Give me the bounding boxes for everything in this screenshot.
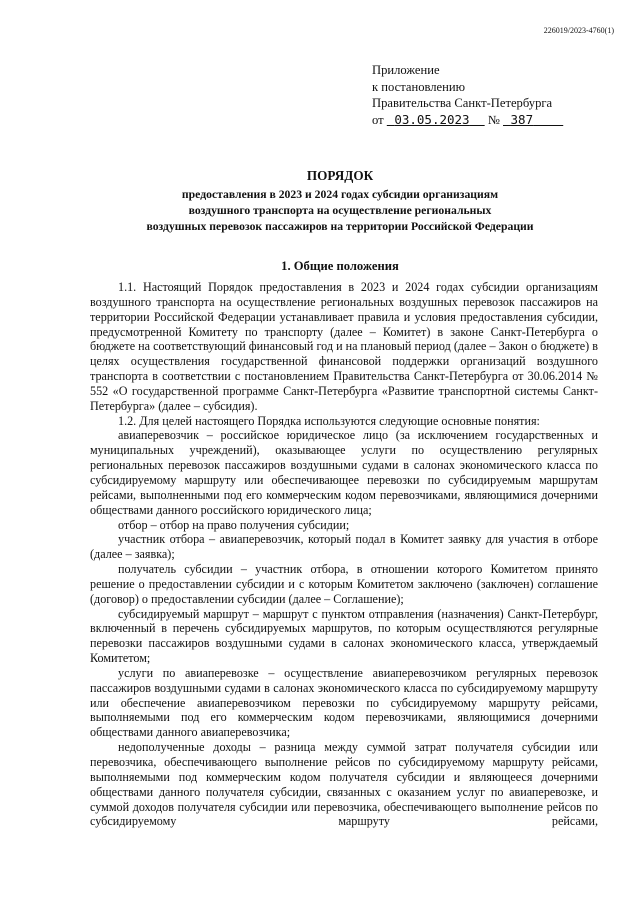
number-prefix: № <box>487 112 500 127</box>
date-prefix: от <box>372 112 384 127</box>
document-number: 226019/2023-4760(1) <box>543 26 614 35</box>
appendix-line-1: Приложение <box>372 63 440 77</box>
paragraph: услуги по авиаперевозке – осуществление авиаперевозчиком регулярных перевозок пассажиров воздушными судами в салонах экономического класса по субсидируемому маршруту или обеспечение авиаперевозчиком перевозки по субсидируемому маршруту рейсами, выполняемыми под его коммерческим кодом перевозчиками, являющимися дочерними обществами данного авиаперевозчика; <box>90 665 598 740</box>
paragraph: получатель субсидии – участник отбора, в отношении которого Комитетом принято решение о предоставлении субсидии и с которым Комитетом заключено (заключен) соглашение (договор) о предоставлении субсидии (далее – Соглашение); <box>90 562 598 606</box>
appendix-line-3: Правительства Санкт-Петербурга <box>372 96 553 110</box>
paragraph: участник отбора – авиаперевозчик, который подал в Комитет заявку для участия в отборе (далее – заявка); <box>90 532 598 562</box>
decree-date: 03.05.2023 <box>394 111 470 127</box>
paragraph: авиаперевозчик – российское юридическое лицо (за исключением государственных и муниципальных учреждений), оказывающее услуги по осуществлению регулярных региональных перевозок пассажиров воздушными судами в салонах экономического класса по субсидируемому маршруту или обеспечивающее перевозки по субсидируемым маршрутам рейсами, выполненными под его коммерческим кодом перевозчиками, являющимися дочерними обществами данного российского юридического лица; <box>90 428 598 517</box>
document-subtitle <box>80 187 600 234</box>
document-body <box>90 280 598 829</box>
paragraph: отбор – отбор на право получения субсидии; <box>118 517 350 532</box>
subtitle-line: воздушных перевозок пассажиров на территории Российской Федерации <box>146 219 534 233</box>
section-heading: 1. Общие положения <box>281 259 399 273</box>
subtitle-line: воздушного транспорта на осуществление региональных <box>188 203 492 217</box>
paragraph: недополученные доходы – разница между суммой затрат получателя субсидии или перевозчика, обеспечивающего выполнение рейсов по субсидируемому маршруту рейсами, выполняемыми под коммерческим кодом получателя субсидии и являющееся дочерними обществами данного получателя субсидии, связанных с оказанием услуг по авиаперевозке, и суммой доходов получателя субсидии или перевозчика, обеспечивающего выполнение рейсов по субсидируемому маршруту рейсами, <box>90 740 598 829</box>
appendix-date-line <box>372 112 563 129</box>
paragraph: субсидируемый маршрут – маршрут с пунктом отправления (назначения) Санкт-Петербург, включенный в перечень субсидируемых маршрутов, по которым осуществляются регулярные перевозки пассажиров воздушными судами в салонах экономического класса, утверждаемый Комитетом; <box>90 606 598 666</box>
appendix-block <box>372 62 563 128</box>
document-title: ПОРЯДОК <box>306 168 374 183</box>
subtitle-line: предоставления в 2023 и 2024 годах субсидии организациям <box>181 188 499 201</box>
paragraph: 1.1. Настоящий Порядок предоставления в 2023 и 2024 годах субсидии организациям воздушного транспорта на осуществление региональных воздушных перевозок пассажиров на территории Российской Федерации устанавливает правила и условия предоставления субсидии, предусмотренной Комитету по транспорту (далее – Комитет) в законе Санкт-Петербурга о бюджете на соответствующий финансовый год и на плановый период (далее – Закон о бюджете) в целях осуществления государственной финансовой поддержки организаций воздушного транспорта в соответствии с постановлением Правительства Санкт-Петербурга от 30.06.2014 № 552 «О государственной программе Санкт-Петербурга «Развитие транспортной системы Санкт-Петербурга» (далее – субсидия). <box>90 280 598 413</box>
appendix-line-2: к постановлению <box>372 79 466 94</box>
decree-number: 387 <box>510 111 534 127</box>
paragraph: 1.2. Для целей настоящего Порядка используются следующие основные понятия: <box>118 413 540 428</box>
